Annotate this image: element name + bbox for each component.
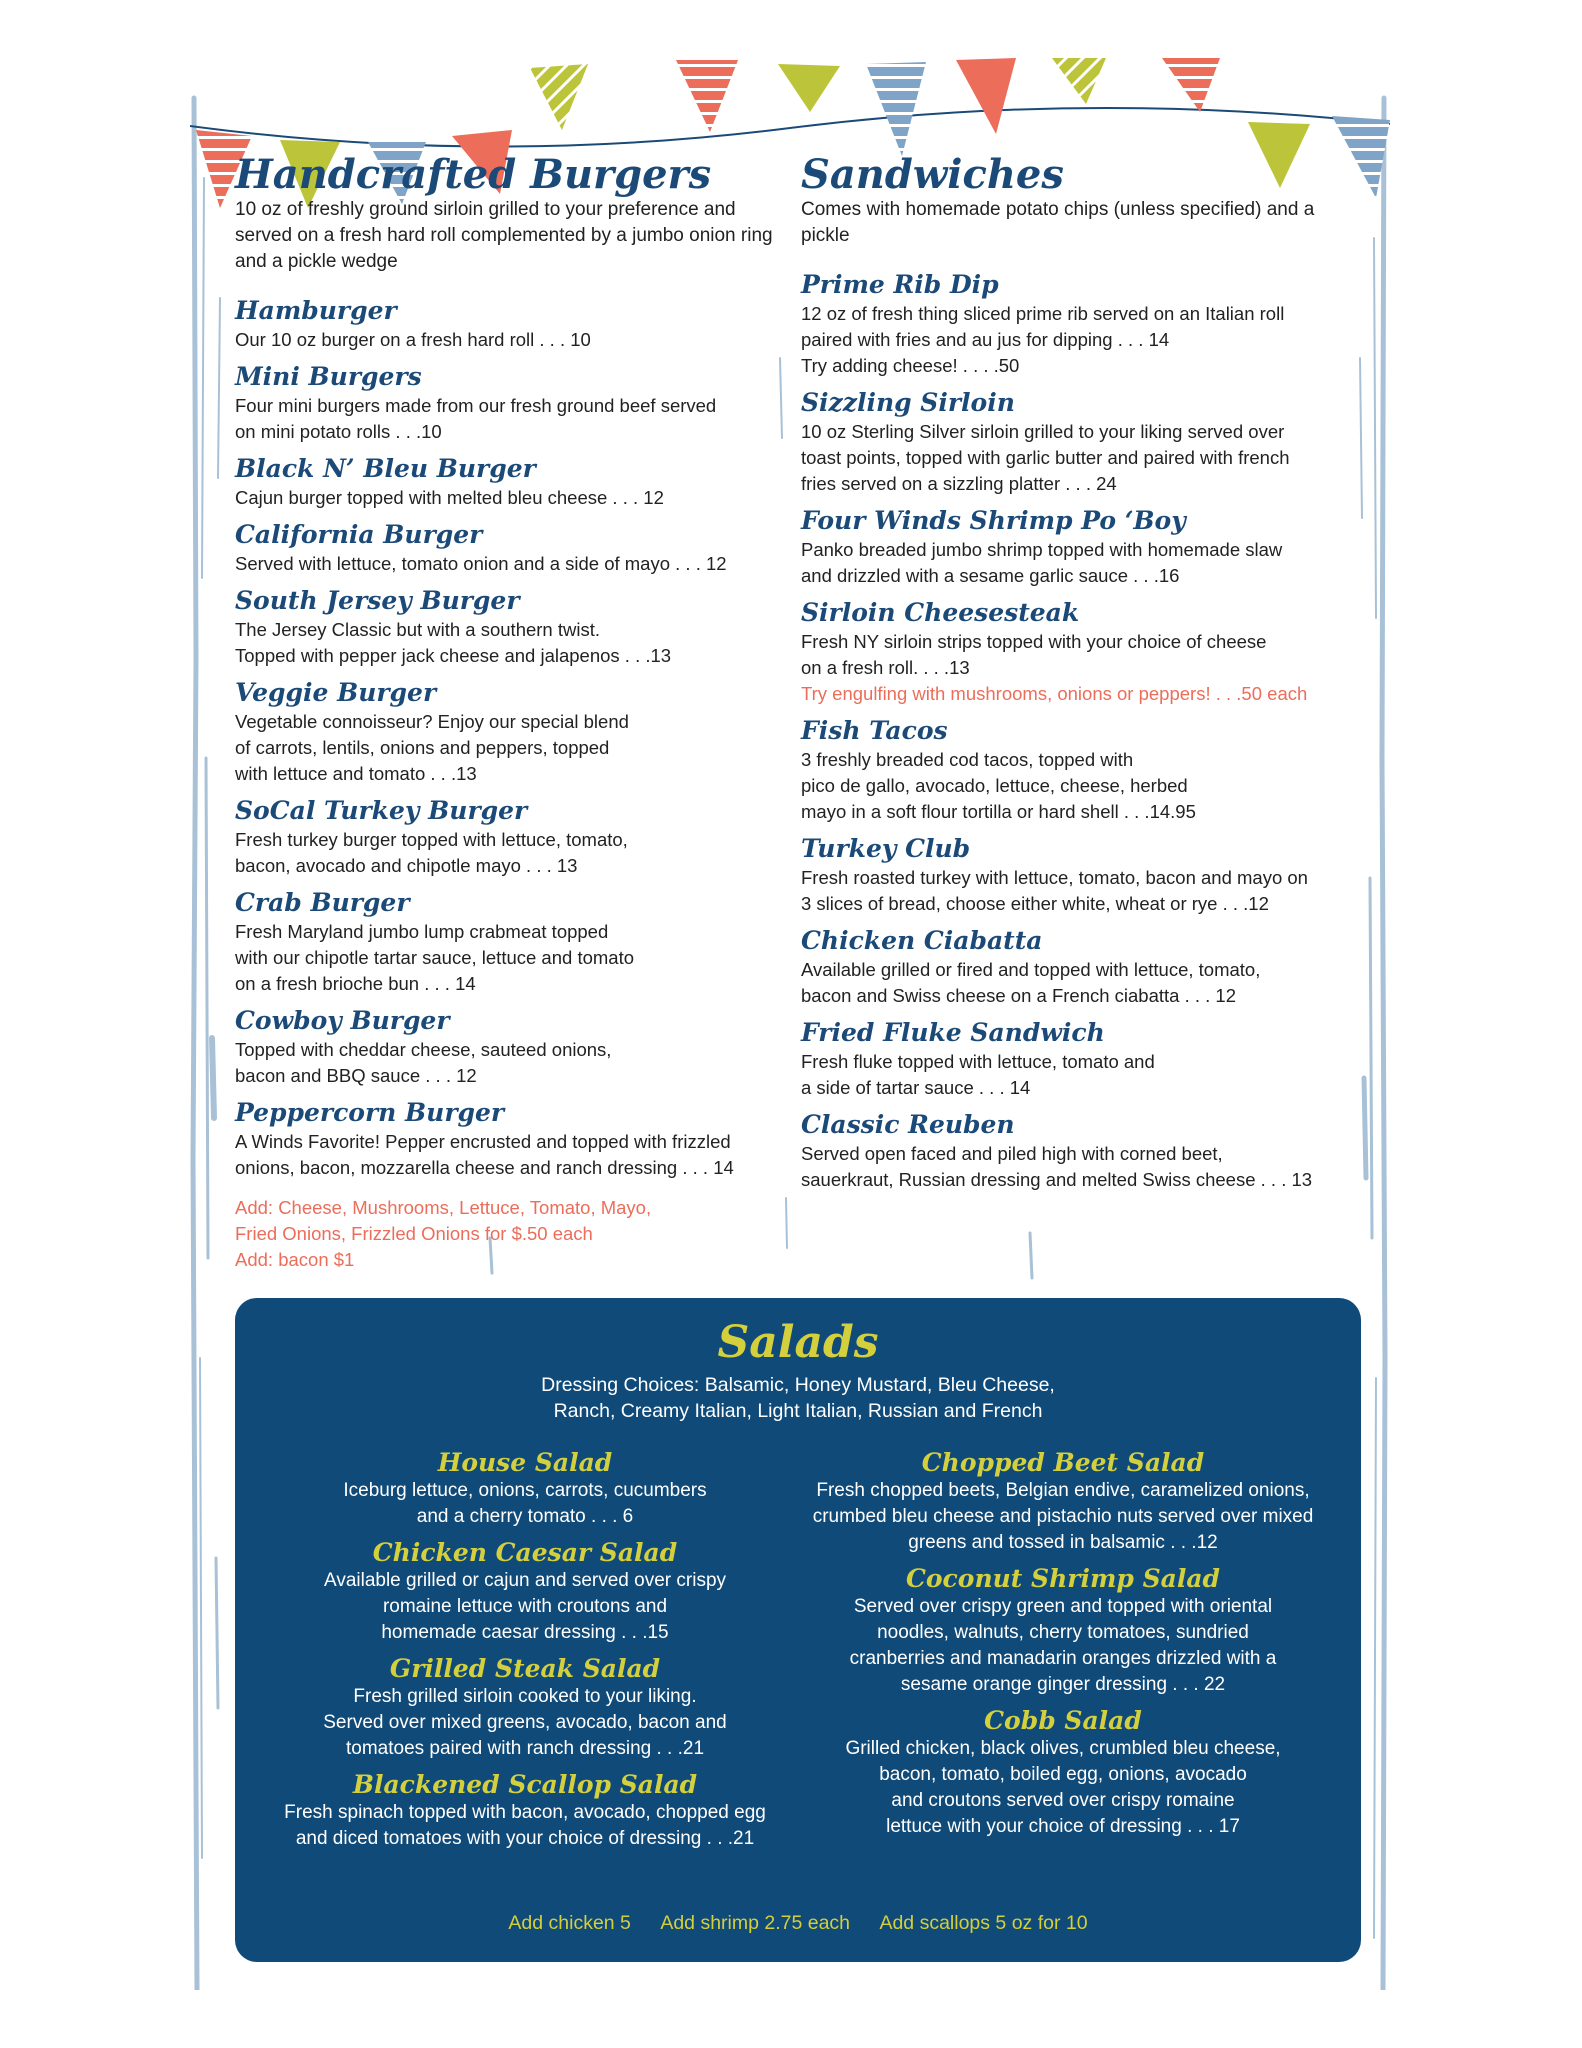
menu-page — [190, 58, 1390, 1990]
salad-name: Cobb Salad — [984, 1706, 1142, 1735]
menu-item — [235, 887, 775, 997]
burgers-section — [235, 153, 775, 1273]
menu-item — [235, 453, 775, 511]
salad-description: Iceburg lettuce, onions, carrots, cucumbers and a cherry tomato . . . 6 — [343, 1480, 707, 1527]
item-description: Available grilled or fired and topped with lettuce, tomato, bacon and Swiss cheese on a French ciabatta . . . 12 — [801, 959, 1261, 1006]
item-description: 12 oz of fresh thing sliced prime rib served on an Italian roll paired with fries and au jus for dipping . . . 14 Try adding cheese! . . . .50 — [801, 303, 1285, 376]
menu-item — [801, 833, 1361, 917]
menu-item — [235, 295, 775, 353]
menu-item — [235, 585, 775, 669]
item-description: Fresh turkey burger topped with lettuce, tomato, bacon, avocado and chipotle mayo . . . 13 — [235, 829, 628, 876]
salad-description: Served over crispy green and topped with oriental noodles, walnuts, cherry tomatoes, sundried cranberries and manadarin oranges drizzled with a sesame orange ginger dressing . . . 22 — [849, 1596, 1277, 1695]
item-description: 10 oz Sterling Silver sirloin grilled to your liking served over toast points, topped with garlic butter and paired with french fries served on a sizzling platter . . . 24 — [801, 421, 1290, 494]
salads-panel — [235, 1298, 1361, 1962]
item-name: SoCal Turkey Burger — [235, 796, 528, 825]
item-name: Black N’ Bleu Burger — [235, 454, 536, 483]
item-description: Four mini burgers made from our fresh ground beef served on mini potato rolls . . .10 — [235, 395, 717, 442]
salad-name: Coconut Shrimp Salad — [905, 1564, 1221, 1593]
salad-addons — [235, 1910, 1361, 1936]
item-name: Fish Tacos — [801, 716, 948, 745]
item-extra: Try engulfing with mushrooms, onions or peppers! . . .50 each — [801, 683, 1308, 704]
item-name: Crab Burger — [235, 888, 410, 917]
salad-item — [795, 1706, 1331, 1840]
salad-name: Chicken Caesar Salad — [372, 1538, 678, 1567]
menu-item — [235, 1097, 775, 1181]
menu-item — [801, 597, 1361, 707]
salad-item — [795, 1564, 1331, 1698]
item-description: Fresh Maryland jumbo lump crabmeat topped with our chipotle tartar sauce, lettuce and tomato on a fresh brioche bun . . . 14 — [235, 921, 634, 994]
item-name: Chicken Ciabatta — [801, 926, 1043, 955]
item-name: Sizzling Sirloin — [801, 388, 1015, 417]
item-description: Panko breaded jumbo shrimp topped with homemade slaw and drizzled with a sesame garlic sauce . . .16 — [801, 539, 1283, 586]
sandwiches-title: Sandwiches — [801, 151, 1064, 198]
item-name: South Jersey Burger — [235, 586, 520, 615]
salad-item — [275, 1654, 775, 1762]
menu-item — [801, 1109, 1361, 1193]
sandwiches-description: Comes with homemade potato chips (unless specified) and a pickle — [801, 199, 1315, 246]
menu-item — [801, 1017, 1361, 1101]
item-name: Mini Burgers — [235, 362, 422, 391]
item-description: Vegetable connoisseur? Enjoy our special blend of carrots, lentils, onions and peppers, topped with lettuce and tomato . . .13 — [235, 711, 629, 784]
addon-shrimp: Add shrimp 2.75 each — [660, 1912, 851, 1934]
sandwiches-section — [801, 153, 1361, 1201]
item-description: Topped with cheddar cheese, sauteed onions, bacon and BBQ sauce . . . 12 — [235, 1039, 612, 1086]
menu-item — [235, 795, 775, 879]
item-name: Veggie Burger — [235, 678, 437, 707]
salad-item — [275, 1448, 775, 1530]
item-name: Turkey Club — [801, 834, 971, 863]
salad-description: Fresh grilled sirloin cooked to your liking. Served over mixed greens, avocado, bacon and tomatoes paired with ranch dressing . . .21 — [323, 1686, 727, 1759]
menu-item — [235, 519, 775, 577]
addon-chicken: Add chicken 5 — [508, 1912, 631, 1934]
salad-item — [275, 1770, 775, 1852]
salad-description: Fresh spinach topped with bacon, avocado, chopped egg and diced tomatoes with your choice of dressing . . .21 — [284, 1802, 766, 1849]
menu-item — [801, 505, 1361, 589]
item-name: Classic Reuben — [801, 1110, 1015, 1139]
item-description: Our 10 oz burger on a fresh hard roll . . . 10 — [235, 329, 591, 350]
salad-description: Fresh chopped beets, Belgian endive, caramelized onions, crumbed bleu cheese and pistachio nuts served over mixed greens and tossed in balsamic . . .12 — [812, 1480, 1314, 1553]
item-description: 3 freshly breaded cod tacos, topped with pico de gallo, avocado, lettuce, cheese, herbed mayo in a soft flour tortilla or hard shell . . .14.95 — [801, 749, 1196, 822]
salad-name: Blackened Scallop Salad — [352, 1770, 698, 1799]
dressing-choices: Dressing Choices: Balsamic, Honey Mustard, Bleu Cheese, Ranch, Creamy Italian, Light Italian, Russian and French — [541, 1374, 1055, 1422]
item-description: Served open faced and piled high with corned beet, sauerkraut, Russian dressing and melted Swiss cheese . . . 13 — [801, 1143, 1313, 1190]
item-name: Four Winds Shrimp Po ‘Boy — [801, 506, 1186, 535]
menu-item — [235, 1005, 775, 1089]
item-description: A Winds Favorite! Pepper encrusted and topped with frizzled onions, bacon, mozzarella cheese and ranch dressing . . . 14 — [235, 1131, 734, 1178]
item-description: Fresh NY sirloin strips topped with your choice of cheese on a fresh roll. . . .13 — [801, 631, 1267, 678]
item-name: Peppercorn Burger — [235, 1098, 505, 1127]
burger-addons: Add: Cheese, Mushrooms, Lettuce, Tomato, Mayo, Fried Onions, Frizzled Onions for $.50 each Add: bacon $1 — [235, 1197, 652, 1270]
salad-description: Grilled chicken, black olives, crumbled bleu cheese, bacon, tomato, boiled egg, onions, avocado and croutons served over crispy romaine lettuce with your choice of dressing . . . 17 — [845, 1738, 1281, 1837]
menu-item — [801, 925, 1361, 1009]
item-description: Fresh fluke topped with lettuce, tomato and a side of tartar sauce . . . 14 — [801, 1051, 1155, 1098]
salad-description: Available grilled or cajun and served over crispy romaine lettuce with croutons and homemade caesar dressing . . .15 — [323, 1570, 727, 1643]
salads-right-column — [795, 1448, 1331, 1848]
item-description: Fresh roasted turkey with lettuce, tomato, bacon and mayo on 3 slices of bread, choose either white, wheat or rye . . .12 — [801, 867, 1308, 914]
menu-item — [801, 715, 1361, 825]
menu-item — [235, 361, 775, 445]
burgers-title: Handcrafted Burgers — [235, 151, 712, 198]
item-name: Fried Fluke Sandwich — [801, 1018, 1105, 1047]
salad-name: Grilled Steak Salad — [389, 1654, 661, 1683]
salads-title: Salads — [717, 1317, 879, 1368]
item-description: Cajun burger topped with melted bleu cheese . . . 12 — [235, 487, 664, 508]
item-name: California Burger — [235, 520, 483, 549]
salad-item — [275, 1538, 775, 1646]
item-name: Cowboy Burger — [235, 1006, 450, 1035]
item-description: Served with lettuce, tomato onion and a side of mayo . . . 12 — [235, 553, 727, 574]
menu-item — [801, 387, 1361, 497]
salads-left-column — [275, 1448, 775, 1860]
salad-item — [795, 1448, 1331, 1556]
item-name: Prime Rib Dip — [801, 270, 999, 299]
item-description: The Jersey Classic but with a southern twist. Topped with pepper jack cheese and jalapenos . . .13 — [235, 619, 672, 666]
item-name: Hamburger — [235, 296, 397, 325]
item-name: Sirloin Cheesesteak — [801, 598, 1080, 627]
burgers-description: 10 oz of freshly ground sirloin grilled to your preference and served on a fresh hard roll complemented by a jumbo onion ring and a pickle wedge — [235, 199, 773, 272]
menu-item — [235, 677, 775, 787]
menu-item — [801, 269, 1361, 379]
addon-scallops: Add scallops 5 oz for 10 — [879, 1912, 1088, 1934]
salad-name: House Salad — [437, 1448, 613, 1477]
salad-name: Chopped Beet Salad — [921, 1448, 1205, 1477]
